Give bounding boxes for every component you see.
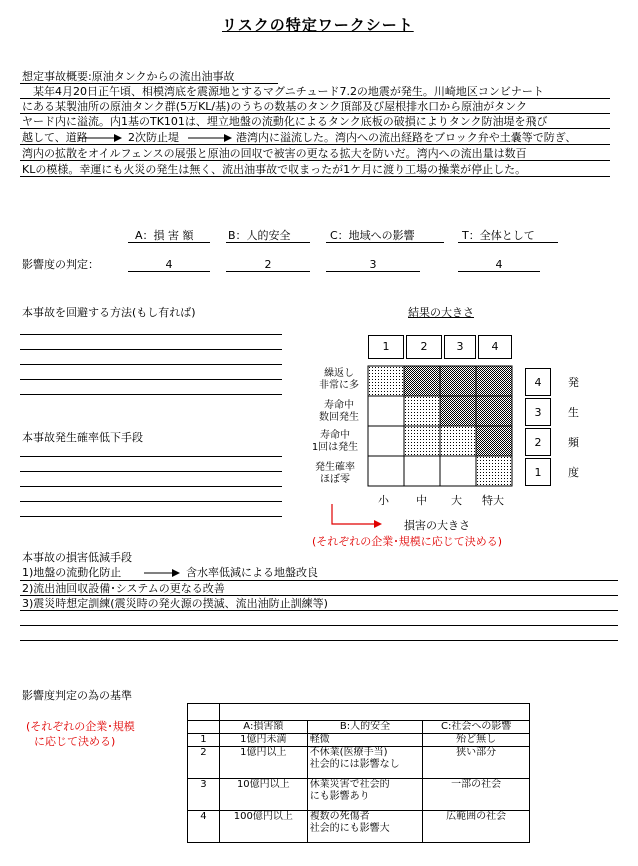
matrix-col-num-1: 1 [368,335,404,359]
table-cell: 広範囲の社会 [423,811,530,843]
risk-matrix-grid [366,364,516,490]
table-cell: 10億円以上 [219,779,307,811]
table-cell: 3 [188,779,220,811]
accident-line-4a: 越して、道路 [22,131,88,144]
matrix-row-label-4: 発生確率 ほぼ零 [315,462,355,485]
matrix-cell-low [368,366,404,396]
divider [20,83,278,84]
divider [458,242,558,243]
table-cell: 殆ど無し [423,734,530,747]
criteria-header-cell: A:損害額 [219,721,307,734]
divider [20,160,610,161]
matrix-row-num-2: 2 [525,428,551,456]
criteria-top-frame [187,703,530,721]
judgement-value-a: 4 [165,258,173,271]
divider [20,625,618,626]
table-cell: 100億円以上 [219,811,307,843]
matrix-cell-none [368,396,404,426]
table-cell: 不休業(医療手当) 社会的には影響なし [307,747,423,779]
freq-char-2: 生 [568,406,579,419]
judgement-value-b: 2 [264,258,272,271]
criteria-table [187,720,530,843]
divider [20,610,618,611]
divider [20,144,610,145]
table-cell: 複数の死傷者 社会的にも影響大 [307,811,423,843]
divider [20,349,282,350]
divider [20,486,282,487]
criteria-note-2: に応じて決める) [34,735,116,748]
divider [20,640,618,641]
table-cell: 軽微 [307,734,423,747]
freq-char-4: 度 [568,466,579,479]
matrix-cell-high [440,396,476,426]
matrix-cell-low [404,396,440,426]
table-cell: 狭い部分 [423,747,530,779]
table-cell: 休業災害で社会的 にも影響あり [307,779,423,811]
freq-char-1: 発 [568,376,579,389]
arrow-right-icon [78,133,122,143]
matrix-row-label-1: 繰返し 非常に多 [319,368,359,391]
matrix-row-label-3: 寿命中 1回は発生 [311,430,359,453]
matrix-col-label-2: 中 [416,494,427,507]
divider [128,271,210,272]
matrix-col-label-1: 小 [378,494,389,507]
matrix-cell-high [476,396,512,426]
matrix-cell-high [440,366,476,396]
divider [20,128,610,129]
matrix-cell-none [368,426,404,456]
accident-line-3: ヤード内に溢流。内1基のTK101は、埋立地盤の流動化によるタンク底板の破損によりタンク防油堤を飛び [22,115,548,128]
table-cell: 4 [188,811,220,843]
divider [326,242,444,243]
divider [20,456,282,457]
table-cell: 1 [188,734,220,747]
criteria-header-row [188,721,530,734]
divider [20,471,282,472]
avoid-label: 本事故を回避する方法(もし有れば) [22,306,196,319]
matrix-row-num-4: 4 [525,368,551,396]
divider [226,271,310,272]
divider [20,595,618,596]
arrow-right-icon [144,568,180,578]
divider [458,271,540,272]
matrix-cell-none [368,456,404,486]
matrix-x-label: 損害の大きさ [404,519,470,532]
divider [20,394,282,395]
judgement-value-t: 4 [495,258,503,271]
accident-line-1: 某年4月20日正午頃、相模湾底を震源地とするマグニチュード7.2の地震が発生。川崎地区コンビナート [22,85,544,98]
matrix-cell-high [404,366,440,396]
judgement-value-c: 3 [369,258,377,271]
criteria-note-1: (それぞれの企業･規模 [26,720,135,733]
matrix-col-num-2: 2 [406,335,442,359]
arrow-right-icon [188,133,232,143]
divider [326,271,420,272]
mitigation-item-1b: 含水率低減による地盤改良 [186,566,318,579]
mitigation-item-1a: 1)地盤の流動化防止 [22,566,122,579]
table-cell: 2 [188,747,220,779]
accident-line-2: にある某製油所の原油タンク群(5万KL/基)のうちの数基のタンク頂部及び屋根排水口から原油がタンク [22,100,527,113]
table-cell: 一部の社会 [423,779,530,811]
impact-header-t: T：全体として [462,229,535,242]
arrow-red-icon [322,504,392,528]
mitigation-item-3: 3)震災時想定訓練(震災時の発火源の撲滅、流出油防止訓練等) [22,597,328,610]
divider [20,176,610,177]
mitigation-label: 本事故の損害低減手段 [22,551,132,564]
matrix-cell-none [404,456,440,486]
divider [128,242,210,243]
matrix-cell-low [476,456,512,486]
criteria-header-cell [188,721,220,734]
table-row [188,811,530,843]
criteria-label: 影響度判定の為の基準 [22,689,132,702]
accident-line-6: KLの模様。幸運にも火災の発生は無く、流出油事故で収まったが1ケ月に渡り工場の操業が停止した。 [22,163,527,176]
matrix-title: 結果の大きさ [408,306,474,319]
matrix-cell-high [476,366,512,396]
table-row [188,747,530,779]
page-title: リスクの特定ワークシート [222,16,414,34]
divider [20,364,282,365]
accident-line-4b: 2次防止堤 [128,131,179,144]
table-cell: 1億円未満 [219,734,307,747]
matrix-col-num-4: 4 [478,335,512,359]
impact-header-b: B：人的安全 [228,229,291,242]
prob-label: 本事故発生確率低下手段 [22,431,143,444]
divider [219,703,220,721]
mitigation-item-2: 2)流出油回収設備･システムの更なる改善 [22,582,225,595]
matrix-col-num-3: 3 [444,335,476,359]
judgement-label: 影響度の判定： [22,258,99,271]
impact-header-a: A：損 害 額 [135,229,194,242]
divider [20,334,282,335]
table-row [188,779,530,811]
matrix-cell-low [404,426,440,456]
divider [20,516,282,517]
matrix-note: (それぞれの企業･規模に応じて決める) [312,535,503,548]
matrix-row-num-1: 1 [525,458,551,486]
impact-header-c: C：地域への影響 [330,229,415,242]
accident-line-4c: 港湾内に溢流した。湾内への流出経路をブロック弁や土嚢等で防ぎ、 [236,131,577,144]
table-row [188,734,530,747]
table-cell: 1億円以上 [219,747,307,779]
matrix-col-label-4: 特大 [482,494,504,507]
accident-label: 想定事故概要:原油タンクからの流出油事故 [22,70,235,83]
divider [20,580,618,581]
criteria-header-cell: B:人的安全 [307,721,423,734]
matrix-col-label-3: 大 [451,494,462,507]
matrix-row-num-3: 3 [525,398,551,426]
accident-line-5: 湾内の拡散をオイルフェンスの展張と原油の回収で被害の更なる拡大を防いだ。湾内への流出量は数百 [22,147,527,160]
matrix-cell-high [476,426,512,456]
divider [20,379,282,380]
matrix-row-label-2: 寿命中 数回発生 [319,400,359,423]
matrix-cell-none [440,456,476,486]
divider [20,113,610,114]
divider [20,501,282,502]
criteria-header-cell: C:社会への影響 [423,721,530,734]
divider [20,98,610,99]
matrix-cell-low [440,426,476,456]
freq-char-3: 頻 [568,436,579,449]
divider [226,242,310,243]
